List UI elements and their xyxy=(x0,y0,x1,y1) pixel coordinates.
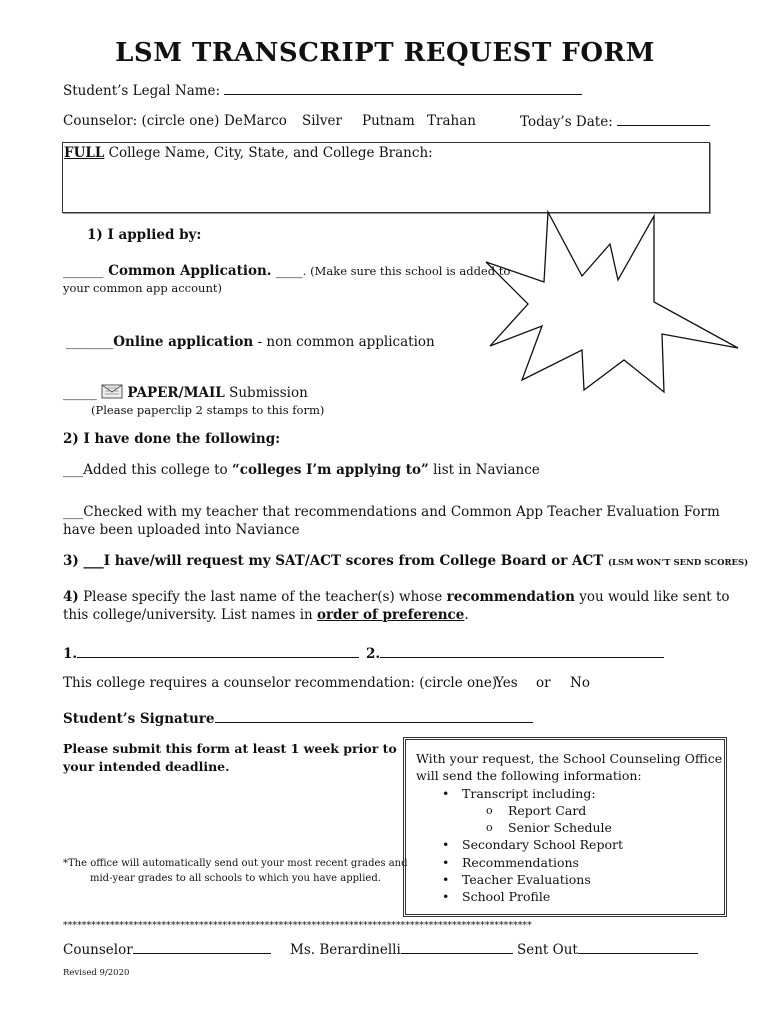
footer-counselor-field[interactable] xyxy=(133,941,271,954)
section2-item2-blank[interactable]: ___ xyxy=(63,504,84,520)
section3-row xyxy=(63,553,748,569)
online-app-row xyxy=(66,334,435,350)
section4-pre: Please specify the last name of the teacher(s) whose xyxy=(78,589,447,605)
info-item-school-profile: • School Profile xyxy=(416,888,722,905)
info-item-senior-schedule: o Senior Schedule xyxy=(416,819,722,836)
college-box-label-rest: College Name, City, State, and College Branch: xyxy=(104,145,433,161)
teacher-1-number: 1. xyxy=(63,646,78,662)
date-label: Today’s Date: xyxy=(520,114,613,130)
section2-item1-bold: “colleges I’m applying to” xyxy=(231,462,429,478)
common-app-blank[interactable]: ______ xyxy=(63,263,104,279)
starburst-shape xyxy=(484,210,742,396)
section4-line2-pre: this college/university. List names in xyxy=(63,607,317,623)
legal-name-row xyxy=(63,82,582,99)
section2-item2 xyxy=(63,504,720,520)
counselor-option-trahan[interactable]: Trahan xyxy=(427,113,476,129)
info-item-report-card: o Report Card xyxy=(416,802,722,819)
section4-prefix: 4) xyxy=(63,589,79,605)
college-box-label xyxy=(64,145,433,161)
college-box-label-full: FULL xyxy=(64,145,105,161)
paper-note: (Please paperclip 2 stamps to this form) xyxy=(91,403,325,417)
section1-heading: 1) I applied by: xyxy=(87,227,202,243)
section3-text: I have/will request my SAT/ACT scores from College Board or ACT xyxy=(103,553,608,569)
counselor-rec-yes[interactable]: Yes xyxy=(495,675,518,691)
section2-item2-line2: have been uploaded into Naviance xyxy=(63,522,300,538)
footer-counselor-row xyxy=(63,941,271,958)
info-item-teacher-evaluations: • Teacher Evaluations xyxy=(416,871,722,888)
footer-berardinelli-row xyxy=(290,941,513,958)
footer-sent-out-row xyxy=(517,941,698,958)
footer-sent-out-field[interactable] xyxy=(578,941,698,954)
teacher-2-number: 2. xyxy=(366,646,381,662)
section2-item1 xyxy=(63,462,540,478)
signature-label: Student’s Signature xyxy=(63,711,215,727)
teacher-2-row xyxy=(366,645,664,662)
legal-name-field[interactable] xyxy=(224,82,582,95)
common-app-small-blank[interactable]: ____ xyxy=(275,263,303,279)
date-field[interactable] xyxy=(617,113,710,126)
teacher-1-row xyxy=(63,645,359,662)
office-note-line1: *The office will automatically send out your most recent grades and xyxy=(63,858,408,869)
footer-berardinelli-field[interactable] xyxy=(401,941,513,954)
online-blank[interactable]: _______ xyxy=(66,334,114,350)
common-app-row xyxy=(63,263,510,279)
counselor-option-putnam[interactable]: Putnam xyxy=(362,113,415,129)
footer-sent-out-label: Sent Out xyxy=(517,942,578,958)
paper-rest: Submission xyxy=(224,385,308,401)
counselor-rec-no[interactable]: No xyxy=(570,675,590,691)
info-box-line1: With your request, the School Counseling Office xyxy=(416,751,723,766)
divider-asterisks: **************************************************************************************************** xyxy=(63,920,532,931)
paper-label: PAPER/MAIL xyxy=(127,385,225,401)
mail-icon xyxy=(101,383,123,403)
section2-item1-blank[interactable]: ___ xyxy=(63,462,84,478)
section4-post: you would like sent to xyxy=(574,589,730,605)
info-item-recommendations: • Recommendations xyxy=(416,854,722,871)
info-box xyxy=(403,737,727,917)
paper-blank[interactable]: _____ xyxy=(63,385,97,401)
section2-item2-line1: Checked with my teacher that recommendations and Common App Teacher Evaluation Form xyxy=(83,504,720,520)
teacher-1-field[interactable] xyxy=(77,645,359,658)
section4-line2 xyxy=(63,607,469,623)
section3-prefix: 3) xyxy=(63,553,84,569)
counselor-rec-text: This college requires a counselor recommendation: (circle one) xyxy=(63,675,498,691)
submit-note-line2: your intended deadline. xyxy=(63,759,230,774)
section2-heading: 2) I have done the following: xyxy=(63,431,281,447)
teacher-2-field[interactable] xyxy=(380,645,664,658)
info-item-secondary-report: • Secondary School Report xyxy=(416,836,722,853)
online-label: Online application xyxy=(113,334,254,350)
counselor-option-silver[interactable]: Silver xyxy=(302,113,342,129)
footer-berardinelli-label: Ms. Berardinelli xyxy=(290,942,401,958)
online-rest: - non common application xyxy=(253,334,435,350)
section4-line2-bold: order of preference xyxy=(317,607,465,623)
info-item-transcript: • Transcript including: xyxy=(416,785,722,802)
submit-note-line1: Please submit this form at least 1 week prior to xyxy=(63,741,397,756)
common-app-note: . (Make sure this school is added to xyxy=(302,264,511,278)
legal-name-label: Student’s Legal Name: xyxy=(63,83,221,99)
office-note-line2: mid-year grades to all schools to which you have applied. xyxy=(90,873,381,884)
signature-field[interactable] xyxy=(215,710,533,723)
counselor-rec-or: or xyxy=(536,675,551,691)
common-app-label: Common Application. xyxy=(103,263,272,279)
counselor-label: Counselor: (circle one) xyxy=(63,113,220,129)
date-row xyxy=(520,113,710,130)
revised-date: Revised 9/2020 xyxy=(63,968,130,978)
signature-row xyxy=(63,710,533,727)
section2-item1-post: list in Naviance xyxy=(428,462,540,478)
paper-row xyxy=(63,383,308,403)
section3-small-note: (LSM WON’T SEND SCORES) xyxy=(607,558,749,568)
form-title: LSM TRANSCRIPT REQUEST FORM xyxy=(115,38,655,68)
footer-counselor-label: Counselor xyxy=(63,942,133,958)
info-box-line2: will send the following information: xyxy=(416,768,642,784)
counselor-option-demarco[interactable]: DeMarco xyxy=(224,113,287,129)
section2-item1-pre: Added this college to xyxy=(83,462,232,478)
section3-blank[interactable]: ___ xyxy=(83,553,104,569)
section4-bold: recommendation xyxy=(446,589,575,605)
common-app-note-line2: your common app account) xyxy=(63,281,222,295)
section4-line1 xyxy=(63,589,730,605)
section4-line2-post: . xyxy=(464,607,469,623)
